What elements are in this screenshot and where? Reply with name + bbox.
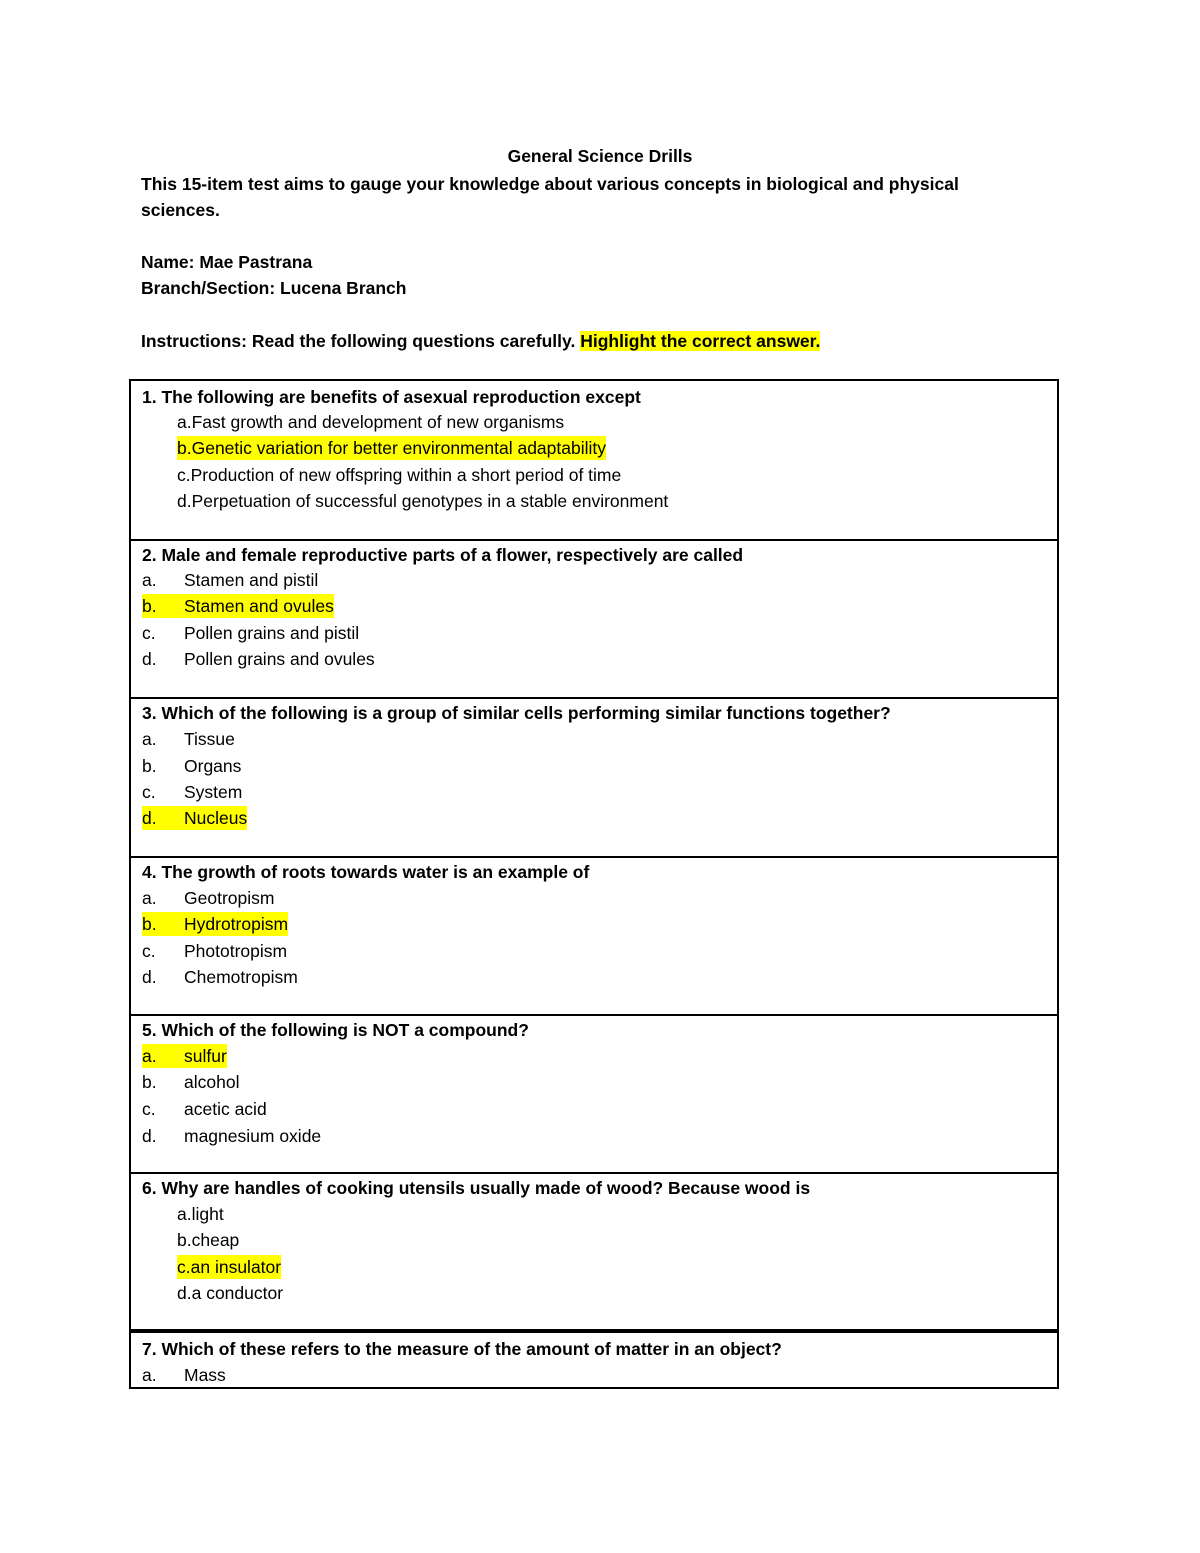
option-text: cheap: [191, 1230, 240, 1250]
option-text: Phototropism: [184, 941, 288, 961]
option-letter: d.: [142, 1126, 157, 1146]
option-text: a conductor: [191, 1283, 284, 1303]
question-cell-4: [131, 856, 1057, 1016]
option-2a: [142, 568, 318, 592]
option-letter: d.: [177, 491, 192, 511]
option-letter: b.: [142, 1072, 157, 1092]
option-4b: [142, 912, 288, 936]
option-2c: [142, 621, 359, 645]
option-text: Organs: [184, 756, 242, 776]
option-letter: a.: [142, 570, 157, 590]
option-1d: [177, 489, 668, 513]
option-letter: b.: [177, 1230, 192, 1250]
question-text: 5. Which of the following is NOT a compound?: [142, 1020, 529, 1040]
option-letter: b.: [142, 756, 157, 776]
option-letter: c.: [177, 465, 191, 485]
option-letter: a.: [177, 412, 192, 432]
option-letter: a.: [142, 1046, 157, 1066]
option-text: Chemotropism: [184, 967, 298, 987]
question-cell-5: [131, 1014, 1057, 1174]
intro-text: This 15-item test aims to gauge your knowledge about various concepts in biological and physical sciences.: [141, 174, 959, 220]
option-3c: [142, 780, 242, 804]
option-letter: b.: [177, 438, 192, 458]
option-text: light: [191, 1204, 224, 1224]
option-6a: [177, 1202, 224, 1226]
option-text: an insulator: [190, 1257, 282, 1277]
option-letter: b.: [142, 914, 157, 934]
option-letter: d.: [177, 1283, 192, 1303]
option-letter: c.: [142, 941, 156, 961]
instructions: [141, 329, 820, 353]
option-6c: [177, 1255, 281, 1279]
option-text: alcohol: [184, 1072, 240, 1092]
option-4a: [142, 886, 274, 910]
question-cell-3: [131, 697, 1057, 858]
question-text: 4. The growth of roots towards water is an example of: [142, 862, 590, 882]
instructions-highlight: Highlight the correct answer.: [580, 331, 821, 351]
option-letter: a.: [142, 729, 157, 749]
option-6b: [177, 1228, 239, 1252]
question-text: 3. Which of the following is a group of similar cells performing similar functions together?: [142, 703, 891, 723]
option-letter: d.: [142, 649, 157, 669]
option-5c: [142, 1097, 267, 1121]
option-text: Hydrotropism: [184, 914, 289, 934]
option-5d: [142, 1124, 321, 1148]
question-text: 1. The following are benefits of asexual reproduction except: [142, 387, 641, 407]
option-5b: [142, 1070, 239, 1094]
option-text: Tissue: [184, 729, 235, 749]
page-title: General Science Drills: [507, 146, 693, 166]
option-3a: [142, 727, 235, 751]
option-text: Mass: [184, 1365, 226, 1385]
option-letter: b.: [142, 596, 157, 616]
option-text: Stamen and ovules: [184, 596, 334, 616]
option-text: sulfur: [184, 1046, 227, 1066]
option-1c: [177, 463, 621, 487]
question-text: 7. Which of these refers to the measure of the amount of matter in an object?: [142, 1339, 782, 1359]
question-cell-1: [131, 381, 1057, 541]
option-text: Nucleus: [184, 808, 248, 828]
option-letter: a.: [177, 1204, 192, 1224]
questions-table: [129, 379, 1059, 1389]
option-letter: c.: [177, 1257, 191, 1277]
option-text: Pollen grains and pistil: [184, 623, 360, 643]
option-5a: [142, 1044, 227, 1068]
option-text: Stamen and pistil: [184, 570, 319, 590]
option-7a: [142, 1363, 226, 1387]
option-letter: a.: [142, 888, 157, 908]
option-text: Perpetuation of successful genotypes in a stable environment: [191, 491, 669, 511]
branch-section: Branch/Section: Lucena Branch: [141, 278, 407, 298]
option-letter: c.: [142, 1099, 156, 1119]
option-2b: [142, 594, 334, 618]
option-letter: d.: [142, 808, 157, 828]
student-name: Name: Mae Pastrana: [141, 252, 313, 272]
option-letter: d.: [142, 967, 157, 987]
option-1b: [177, 436, 606, 460]
option-1a: [177, 410, 564, 434]
option-letter: a.: [142, 1365, 157, 1385]
option-letter: c.: [142, 782, 156, 802]
option-2d: [142, 647, 375, 671]
question-text: 6. Why are handles of cooking utensils usually made of wood? Because wood is: [142, 1178, 811, 1198]
question-cell-6: [131, 1172, 1057, 1331]
question-cell-7: [131, 1331, 1057, 1387]
option-text: Genetic variation for better environmental adaptability: [191, 438, 607, 458]
question-cell-2: [131, 539, 1057, 699]
option-text: System: [184, 782, 243, 802]
option-letter: c.: [142, 623, 156, 643]
option-text: acetic acid: [184, 1099, 267, 1119]
option-text: Pollen grains and ovules: [184, 649, 375, 669]
option-4d: [142, 965, 298, 989]
option-3b: [142, 754, 241, 778]
option-3d: [142, 806, 247, 830]
option-text: Production of new offspring within a short period of time: [190, 465, 622, 485]
option-6d: [177, 1281, 283, 1305]
question-text: 2. Male and female reproductive parts of a flower, respectively are called: [142, 545, 744, 565]
option-4c: [142, 939, 287, 963]
option-text: Fast growth and development of new organisms: [191, 412, 565, 432]
instructions-lead: Instructions: Read the following questions carefully.: [141, 331, 576, 351]
option-text: Geotropism: [184, 888, 275, 908]
option-text: magnesium oxide: [184, 1126, 322, 1146]
